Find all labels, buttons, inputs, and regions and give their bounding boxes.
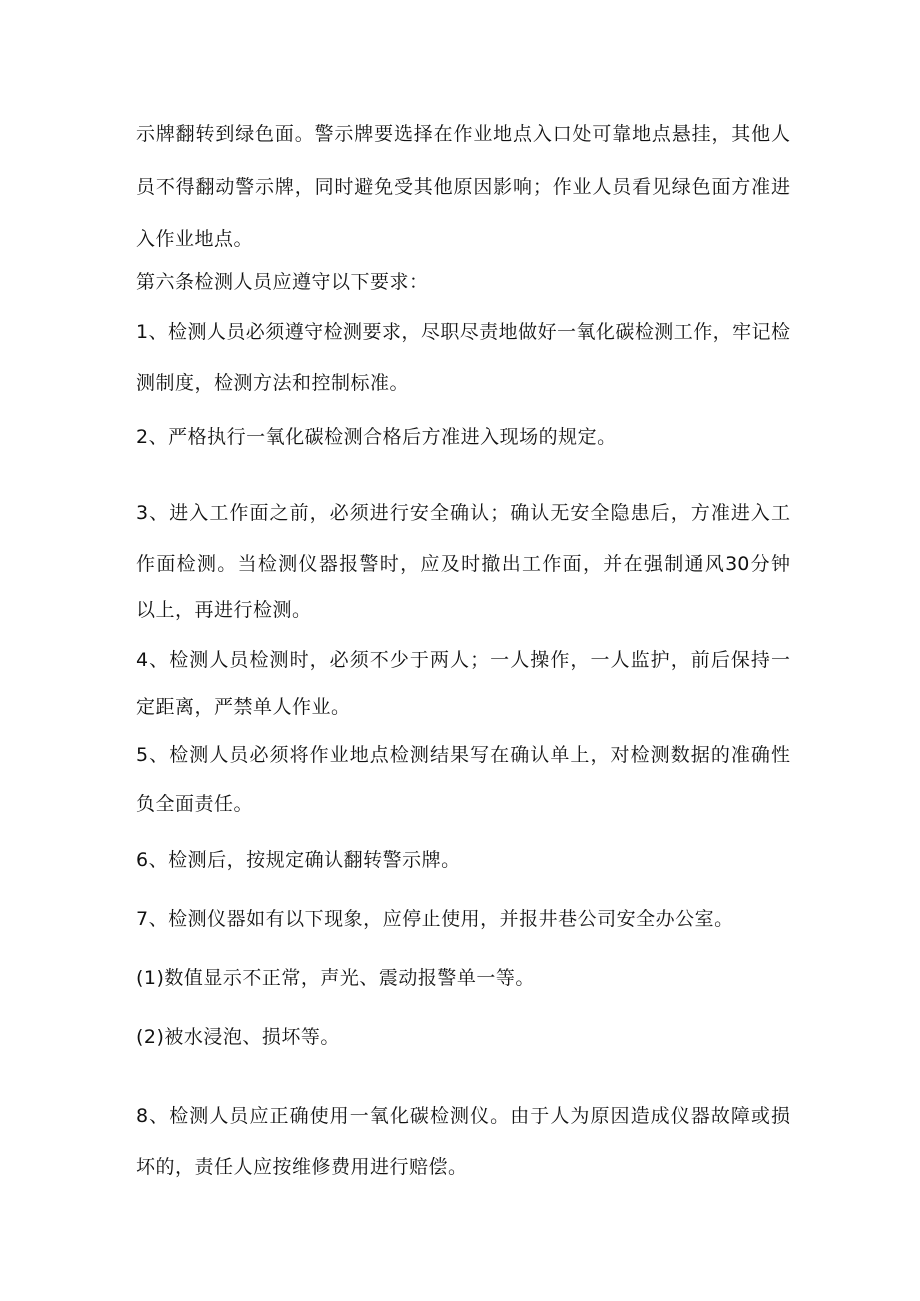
text-line-item-3b: 作面检测。当检测仪器报警时，应及时撤出工作面，并在强制通风30分钟	[136, 553, 790, 575]
text-line-item-8b: 坏的，责任人应按维修费用进行赔偿。	[136, 1156, 468, 1178]
text-line-item-7: 7、检测仪器如有以下现象，应停止使用，并报井巷公司安全办公室。	[136, 908, 734, 930]
text-line-item-7-1: (1)数值显示不正常，声光、震动报警单一等。	[136, 967, 535, 989]
text-line-3: 入作业地点。	[136, 228, 254, 250]
text-line-item-4b: 定距离，严禁单人作业。	[136, 696, 351, 718]
text-line-item-1b: 测制度，检测方法和控制标准。	[136, 372, 410, 394]
text-line-item-3c: 以上，再进行检测。	[136, 599, 312, 621]
text-line-item-3a: 3、进入工作面之前，必须进行安全确认；确认无安全隐患后，方准进入工	[136, 502, 790, 524]
section-heading-article-6: 第六条检测人员应遵守以下要求：	[136, 271, 429, 293]
text-line-item-2: 2、严格执行一氧化碳检测合格后方准进入现场的规定。	[136, 426, 617, 448]
text-line-item-7-2: (2)被水浸泡、损坏等。	[136, 1026, 340, 1048]
text-line-item-1a: 1、检测人员必须遵守检测要求，尽职尽责地做好一氧化碳检测工作，牢记检	[136, 321, 790, 343]
text-line-1: 示牌翻转到绿色面。警示牌要选择在作业地点入口处可靠地点悬挂，其他人	[136, 123, 790, 145]
text-line-item-4a: 4、检测人员检测时，必须不少于两人；一人操作，一人监护，前后保持一	[136, 649, 790, 671]
text-line-2: 员不得翻动警示牌，同时避免受其他原因影响；作业人员看见绿色面方准进	[136, 176, 790, 198]
text-line-item-5b: 负全面责任。	[136, 793, 254, 815]
text-line-item-8a: 8、检测人员应正确使用一氧化碳检测仪。由于人为原因造成仪器故障或损	[136, 1105, 790, 1127]
text-line-item-5a: 5、检测人员必须将作业地点检测结果写在确认单上，对检测数据的准确性	[136, 744, 790, 766]
text-line-item-6: 6、检测后，按规定确认翻转警示牌。	[136, 849, 461, 871]
